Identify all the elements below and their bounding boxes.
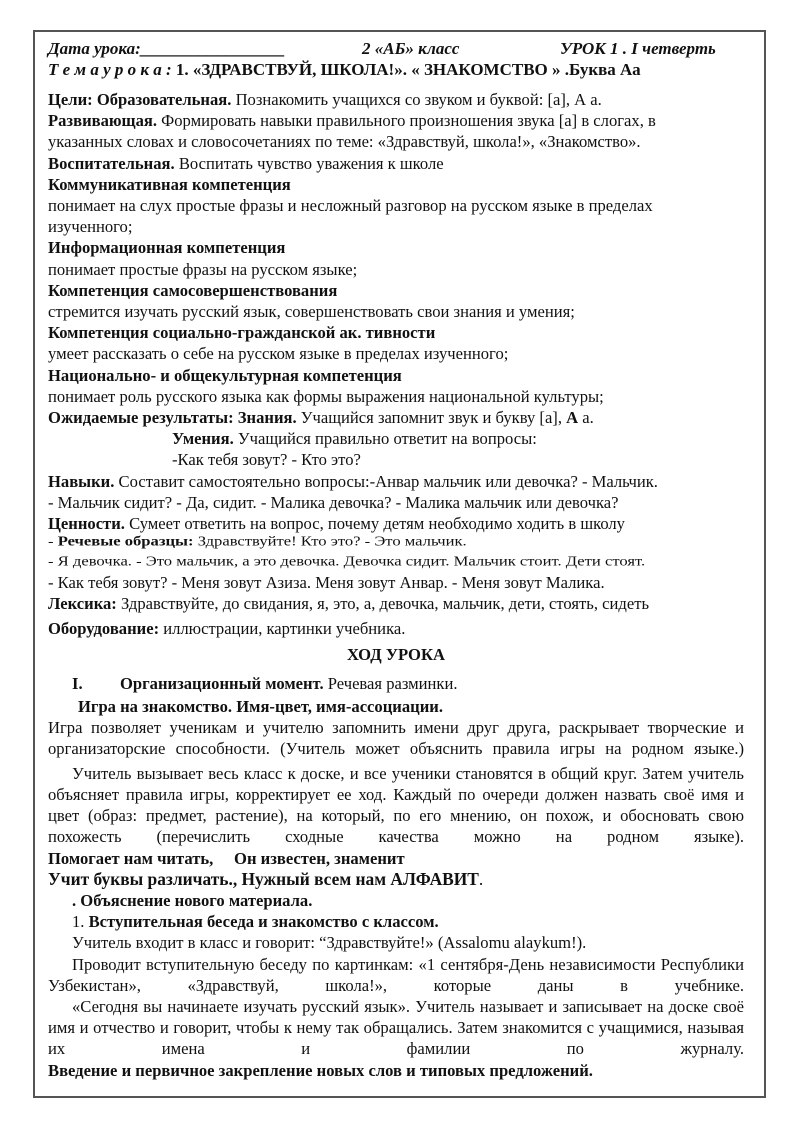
goal-developmental-label: Развивающая. <box>48 111 157 131</box>
verse-text: Учит буквы различать., Нужный всем нам АЛФАВИТ <box>48 868 479 889</box>
goal-developmental <box>48 110 744 131</box>
speech-line3: - Как тебя зовут? - Меня зовут Азиза. Меня зовут Анвар. - Меня зовут Малика. <box>48 573 605 593</box>
results-tail: а. <box>578 408 594 428</box>
skills-text: Учащийся правильно ответит на вопросы: <box>233 429 537 449</box>
goal-educational-label: Цели: Образовательная. <box>48 90 232 109</box>
competence-title: Компетенция самосовершенствования <box>48 280 338 300</box>
speech-label: Речевые образцы: <box>57 532 194 550</box>
goal-educational-text: Познакомить учащихся со звуком и буквой: [а], А а. <box>231 90 602 109</box>
skills-questions: -Как тебя зовут? - Кто это? <box>172 450 361 470</box>
values <box>48 513 744 532</box>
intro-paragraph-3: «Сегодня вы начинаете изучать русский язык». Учитель называет и записывает на доске своё имя и отчество и говорит, чтобы к нему так обращались. Затем знакомится с учащимися, называя их имена и фамилии по журналу. <box>48 996 744 1059</box>
values-label: Ценности. <box>48 514 125 534</box>
section-text: Речевая разминки. <box>323 673 458 693</box>
results-label: Ожидаемые результаты: Знания. <box>48 408 297 428</box>
intro-paragraph-1: Учитель входит в класс и говорит: “Здравствуйте!» (Assalomu alaykum!). <box>72 933 587 953</box>
section-number: I. <box>72 673 83 693</box>
verse-line: Помогает нам читать, Он известен, знаменит <box>48 848 405 868</box>
lexis-text: Здравствуйте, до свидания, я, это, а, девочка, мальчик, дети, стоять, сидеть <box>116 594 650 614</box>
speech-patterns <box>48 532 744 549</box>
verse-line-2 <box>48 869 744 890</box>
date-label: Дата урока:_________________ <box>48 39 286 58</box>
topic-text: 1. «ЗДРАВСТВУЙ, ШКОЛА!». « ЗНАКОМСТВО » .Буква Аа <box>171 60 641 79</box>
navyki-label: Навыки. <box>48 471 115 491</box>
competence-text: стремится изучать русский язык, совершенствовать свои знания и умения; <box>48 302 575 322</box>
expected-results <box>48 407 744 428</box>
goal-developmental-cont: указанных словах и словосочетаниях по теме: «Здравствуй, школа!», «Знакомство». <box>48 132 641 152</box>
navyki <box>48 471 744 492</box>
final-heading: Введение и первичное закрепление новых слов и типовых предложений. <box>48 1060 593 1080</box>
competence-text: понимает простые фразы на русском языке; <box>48 259 358 279</box>
lexis <box>48 593 744 614</box>
goal-upbringing-label: Воспитательная. <box>48 153 175 173</box>
results-text: Учащийся запомнит звук и букву [а], <box>296 408 567 428</box>
course-title: ХОД УРОКА <box>347 644 445 664</box>
class-label: 2 «АБ» класс <box>362 39 460 58</box>
competence-title: Компетенция социально-гражданской ак. тивности <box>48 323 436 343</box>
speech-text: Здравствуйте! Кто это? - Это мальчик. <box>193 532 467 550</box>
intro-label: Вступительная беседа и знакомство с классом. <box>84 912 439 932</box>
speech-line2: - Я девочка. - Это мальчик, а это девочка. Девочка сидит. Мальчик стоит. Дети стоят. <box>48 552 646 570</box>
goal-educational <box>48 89 744 110</box>
topic-label: Т е м а у р о к а : <box>48 60 172 79</box>
lesson-label: УРОК 1 . I четверть <box>560 39 716 58</box>
competence-text: изученного; <box>48 217 133 237</box>
equipment-text: иллюстрации, картинки учебника. <box>159 619 406 639</box>
header-row <box>48 38 744 62</box>
lesson-plan <box>48 38 744 1081</box>
competence-text: понимает на слух простые фразы и несложный разговор на русском языке в пределах <box>48 196 653 216</box>
speech-dash: - <box>48 532 58 550</box>
competence-title: Коммуникативная компетенция <box>48 174 291 194</box>
competence-text: понимает роль русского языка как формы выражения национальной культуры; <box>48 386 604 406</box>
game-paragraph-2: Учитель вызывает весь класс к доске, и все ученики становятся в общий круг. Затем учитель объясняет правила игры, корректирует ее ход. Каждый по очереди должен назвать своё имя и цвет (образ: предмет, растение), на который, по его мнению, он похож, и обосновать свою похожесть (перечислить сходные качества можно на родном языке). <box>48 763 744 847</box>
goal-upbringing-text: Воспитать чувство уважения к школе <box>174 153 444 173</box>
intro-paragraph-2: Проводит вступительную беседу по картинкам: «1 сентября-День независимости Республики Узбекистан», «Здравствуй, школа!», которые даны в учебнике. <box>48 954 744 995</box>
new-material-heading: . Объяснение нового материала. <box>72 890 313 910</box>
intro-heading <box>48 911 744 932</box>
goal-upbringing <box>48 153 744 174</box>
lesson-topic <box>48 59 744 81</box>
competence-text: умеет рассказать о себе на русском языке в пределах изученного; <box>48 344 509 364</box>
section-organizational <box>48 673 744 694</box>
game-paragraph: Игра позволяет ученикам и учителю запомнить имени друг друга, раскрывает творческие и организаторские способности. (Учитель может объяснить правила игры на родном языке.) <box>48 718 744 759</box>
lexis-label: Лексика: <box>48 594 117 614</box>
section-label: Организационный момент. <box>120 673 324 693</box>
competence-title: Национально- и общекультурная компетенция <box>48 365 402 385</box>
skills-label: Умения. <box>172 429 234 449</box>
equipment-label: Оборудование: <box>48 619 160 639</box>
navyki-text: Составит самостоятельно вопросы:-Анвар мальчик или девочка? - Мальчик. <box>114 471 658 491</box>
intro-number: 1. <box>72 912 85 932</box>
results-letter: А <box>566 408 579 428</box>
competence-title: Информационная компетенция <box>48 238 286 258</box>
goal-developmental-text: Формировать навыки правильного произношения звука [а] в слогах, в <box>157 111 656 131</box>
navyki-line2: - Мальчик сидит? - Да, сидит. - Малика девочка? - Малика мальчик или девочка? <box>48 492 619 512</box>
skills <box>48 428 744 449</box>
game-title: Игра на знакомство. Имя-цвет, имя-ассоциации. <box>78 697 443 717</box>
values-text: Сумеет ответить на вопрос, почему детям необходимо ходить в школу <box>124 514 625 534</box>
equipment <box>48 618 744 639</box>
verse-tail: . <box>478 868 484 889</box>
